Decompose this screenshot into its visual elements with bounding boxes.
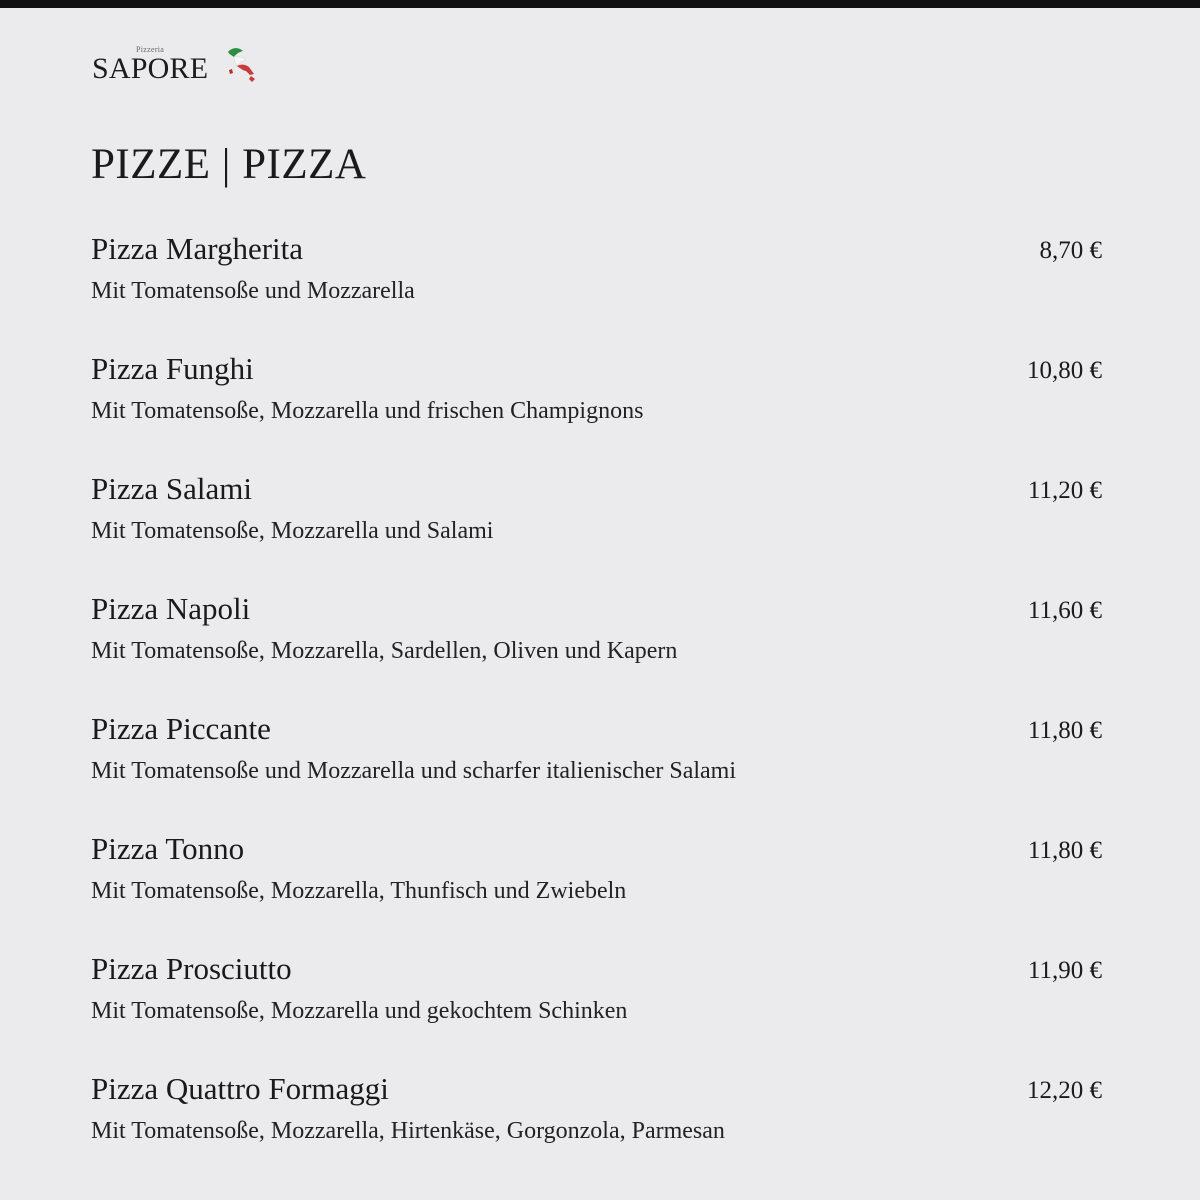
- menu-item-price: 8,70 €: [1039, 237, 1102, 264]
- menu-item-price: 11,80 €: [1027, 717, 1102, 744]
- menu-item-description: Mit Tomatensoße, Mozzarella und Salami: [91, 518, 494, 544]
- menu-item-price: 11,60 €: [1027, 597, 1102, 624]
- menu-item-description: Mit Tomatensoße, Mozzarella, Hirtenkäse, Gorgonzola, Parmesan: [91, 1118, 725, 1144]
- menu-item: [91, 950, 1102, 1070]
- menu-item-name: Pizza Tonno: [91, 831, 245, 866]
- top-bar: [0, 0, 1200, 8]
- menu-item-name: Pizza Margherita: [91, 231, 304, 266]
- menu-item-name: Pizza Prosciutto: [91, 951, 292, 986]
- menu-item: [91, 1070, 1102, 1190]
- menu-item: [91, 230, 1102, 350]
- pizza-menu-list: [91, 230, 1102, 1200]
- menu-item-description: Mit Tomatensoße, Mozzarella und frischen Champignons: [91, 398, 644, 424]
- logo-small-text: Pizzeria: [136, 45, 165, 54]
- logo-text: SAPORE: [92, 52, 209, 85]
- menu-item-name: Pizza Napoli: [91, 591, 251, 626]
- menu-item-description: Mit Tomatensoße, Mozzarella und gekochtem Schinken: [91, 998, 628, 1024]
- menu-item-description: Mit Tomatensoße und Mozzarella und scharfer italienischer Salami: [91, 758, 736, 784]
- menu-item-name: Pizza Funghi: [91, 351, 254, 386]
- menu-item: [91, 590, 1102, 710]
- menu-item-description: Mit Tomatensoße, Mozzarella, Thunfisch und Zwiebeln: [91, 878, 627, 904]
- menu-item-price: 11,80 €: [1027, 837, 1102, 864]
- menu-item: [91, 470, 1102, 590]
- italy-map-icon: [216, 44, 264, 86]
- menu-item-price: 12,20 €: [1027, 1077, 1102, 1104]
- sapore-logo: [92, 44, 272, 92]
- menu-item-price: 11,20 €: [1027, 477, 1102, 504]
- menu-item: [91, 710, 1102, 830]
- page-title: PIZZE | PIZZA: [91, 141, 367, 188]
- menu-item: [91, 830, 1102, 950]
- menu-item-name: Pizza Salami: [91, 471, 252, 506]
- menu-item-price: 10,80 €: [1027, 357, 1102, 384]
- menu-item-name: Pizza Quattro Formaggi: [91, 1071, 389, 1106]
- menu-item-description: Mit Tomatensoße und Mozzarella: [91, 278, 415, 304]
- menu-item-name: Pizza Piccante: [91, 711, 271, 746]
- menu-item-description: Mit Tomatensoße, Mozzarella, Sardellen, Oliven und Kapern: [91, 638, 678, 664]
- menu-item: [91, 350, 1102, 470]
- menu-item-price: 11,90 €: [1027, 957, 1102, 984]
